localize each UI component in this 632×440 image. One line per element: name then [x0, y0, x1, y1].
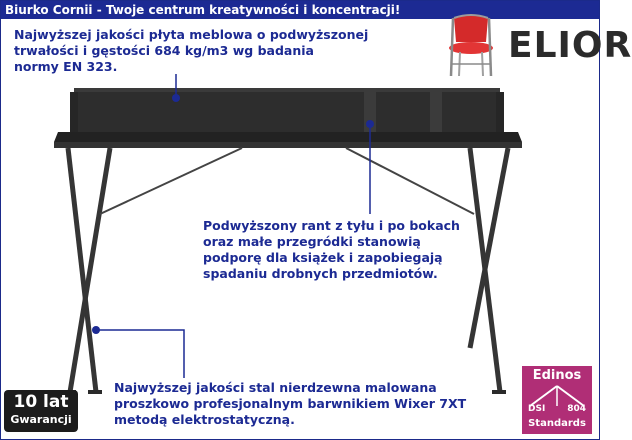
callout-1-dot — [172, 94, 180, 102]
callout-line: trwałości i gęstości 684 kg/m3 wg badania — [14, 43, 314, 58]
certificate-title: Edinos — [532, 368, 582, 383]
callout-3-dot — [92, 326, 100, 334]
brand-logo — [440, 12, 632, 80]
certificate-subtitle: Standards — [528, 418, 586, 429]
brand-name: ELIOR — [508, 25, 632, 66]
page-title: Biurko Cornii - Twoje centrum kreatywności i koncentracji! — [1, 1, 599, 19]
callout-line: spadaniu drobnych przedmiotów. — [203, 266, 438, 281]
callout-line: Podwyższony rant z tyłu i po bokach — [203, 218, 460, 233]
callout-line: podporę dla książek i zapobiegają — [203, 250, 443, 265]
callout-steel-frame — [114, 380, 466, 428]
callout-line: normy EN 323. — [14, 59, 118, 74]
desk-top — [54, 132, 522, 142]
callout-line: metodą elektrostatyczną. — [114, 412, 295, 427]
callout-board-quality — [14, 27, 368, 75]
warranty-years: 10 lat — [13, 392, 69, 412]
callout-line: Najwyższej jakości stal nierdzewna malowana — [114, 380, 437, 395]
callout-line: oraz małe przegródki stanowią — [203, 234, 421, 249]
warranty-label: Gwarancji — [10, 413, 72, 426]
warranty-badge — [4, 390, 78, 432]
callout-2-dot — [366, 120, 374, 128]
callout-line: Najwyższej jakości płyta meblowa o podwyższonej — [14, 27, 369, 42]
desk-brace-right — [346, 148, 474, 214]
desk-divider-right — [430, 88, 442, 132]
certificate-number: 804 — [567, 404, 586, 414]
chair-icon — [440, 12, 502, 80]
certificate-badge — [522, 366, 592, 434]
desk-brace-left — [100, 148, 242, 214]
callout-line: proszkowo profesjonalnym barwnikiem Wixer 7XT — [114, 396, 467, 411]
callout-3-connector — [96, 330, 184, 378]
certificate-code: DSI — [528, 404, 546, 414]
callout-raised-edge — [203, 218, 460, 282]
